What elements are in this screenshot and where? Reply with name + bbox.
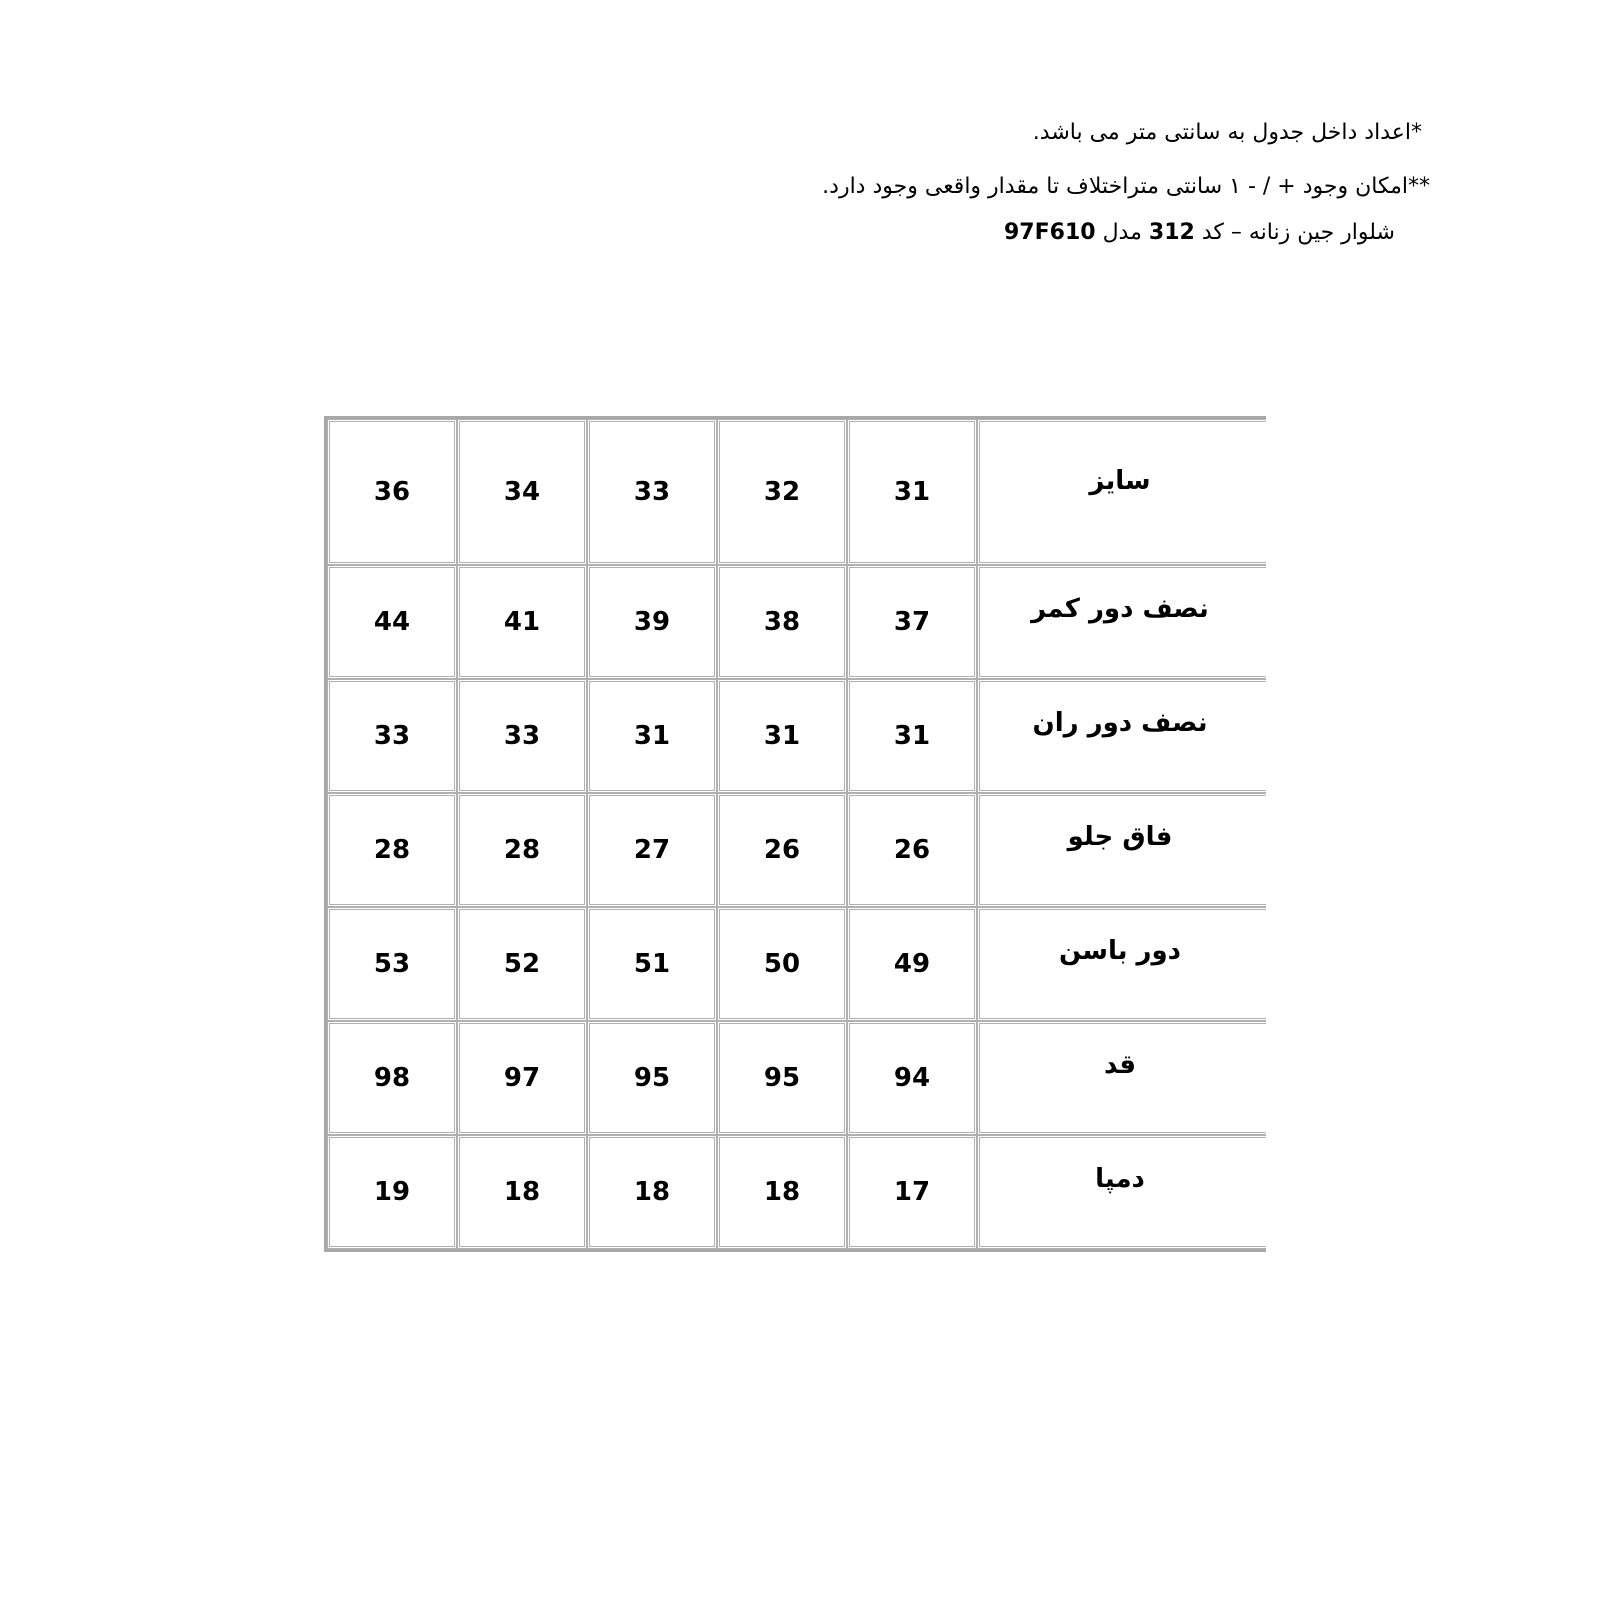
row-label-text: نصف دور کمر xyxy=(1031,594,1209,624)
value-cell: 97 xyxy=(457,1021,587,1135)
row-label-text: نصف دور ران xyxy=(1032,708,1208,738)
value-cell: 19 xyxy=(327,1135,457,1249)
value-cell: 51 xyxy=(587,907,717,1021)
size-chart-table xyxy=(324,416,1266,1252)
size-cell: 33 xyxy=(587,419,717,565)
value-cell: 18 xyxy=(457,1135,587,1249)
value-cell: 52 xyxy=(457,907,587,1021)
note-tolerance: **امکان وجود + / - ۱ سانتی متراختلاف تا مقدار واقعی وجود دارد. xyxy=(822,174,1430,199)
row-label xyxy=(977,793,1266,907)
value-cell: 18 xyxy=(587,1135,717,1249)
value-cell: 33 xyxy=(327,679,457,793)
row-label xyxy=(977,679,1266,793)
value-cell: 27 xyxy=(587,793,717,907)
value-cell: 33 xyxy=(457,679,587,793)
note-units: *اعداد داخل جدول به سانتی متر می باشد. xyxy=(1032,120,1422,145)
table-row xyxy=(327,793,1266,907)
product-model: 97F610 xyxy=(1004,220,1096,245)
row-label xyxy=(977,907,1266,1021)
value-cell: 95 xyxy=(717,1021,847,1135)
size-cell: 34 xyxy=(457,419,587,565)
table-row xyxy=(327,565,1266,679)
value-cell: 37 xyxy=(847,565,977,679)
value-cell: 49 xyxy=(847,907,977,1021)
value-cell: 28 xyxy=(457,793,587,907)
size-cell: 36 xyxy=(327,419,457,565)
table-row xyxy=(327,907,1266,1021)
row-label-text: دور باسن xyxy=(1058,936,1181,966)
value-cell: 39 xyxy=(587,565,717,679)
row-label xyxy=(977,1135,1266,1249)
product-prefix: شلوار جین زنانه – کد xyxy=(1194,220,1395,245)
value-cell: 26 xyxy=(717,793,847,907)
value-cell: 18 xyxy=(717,1135,847,1249)
table-row xyxy=(327,1021,1266,1135)
value-cell: 41 xyxy=(457,565,587,679)
product-code: 312 xyxy=(1148,220,1195,245)
value-cell: 31 xyxy=(587,679,717,793)
table-row xyxy=(327,679,1266,793)
value-cell: 98 xyxy=(327,1021,457,1135)
value-cell: 50 xyxy=(717,907,847,1021)
value-cell: 53 xyxy=(327,907,457,1021)
value-cell: 95 xyxy=(587,1021,717,1135)
row-label-text: سایز xyxy=(1089,466,1151,496)
value-cell: 44 xyxy=(327,565,457,679)
table-row xyxy=(327,1135,1266,1249)
row-label xyxy=(977,419,1266,565)
value-cell: 38 xyxy=(717,565,847,679)
value-cell: 31 xyxy=(847,679,977,793)
value-cell: 28 xyxy=(327,793,457,907)
row-label xyxy=(977,565,1266,679)
value-cell: 26 xyxy=(847,793,977,907)
product-title xyxy=(1004,218,1395,248)
row-label-text: قد xyxy=(1103,1050,1137,1080)
value-cell: 94 xyxy=(847,1021,977,1135)
product-model-word: مدل xyxy=(1095,220,1149,245)
table-header-row xyxy=(327,419,1266,565)
row-label-text: دمپا xyxy=(1095,1164,1145,1194)
value-cell: 31 xyxy=(717,679,847,793)
row-label xyxy=(977,1021,1266,1135)
row-label-text: فاق جلو xyxy=(1067,822,1173,852)
value-cell: 17 xyxy=(847,1135,977,1249)
size-cell: 31 xyxy=(847,419,977,565)
size-cell: 32 xyxy=(717,419,847,565)
